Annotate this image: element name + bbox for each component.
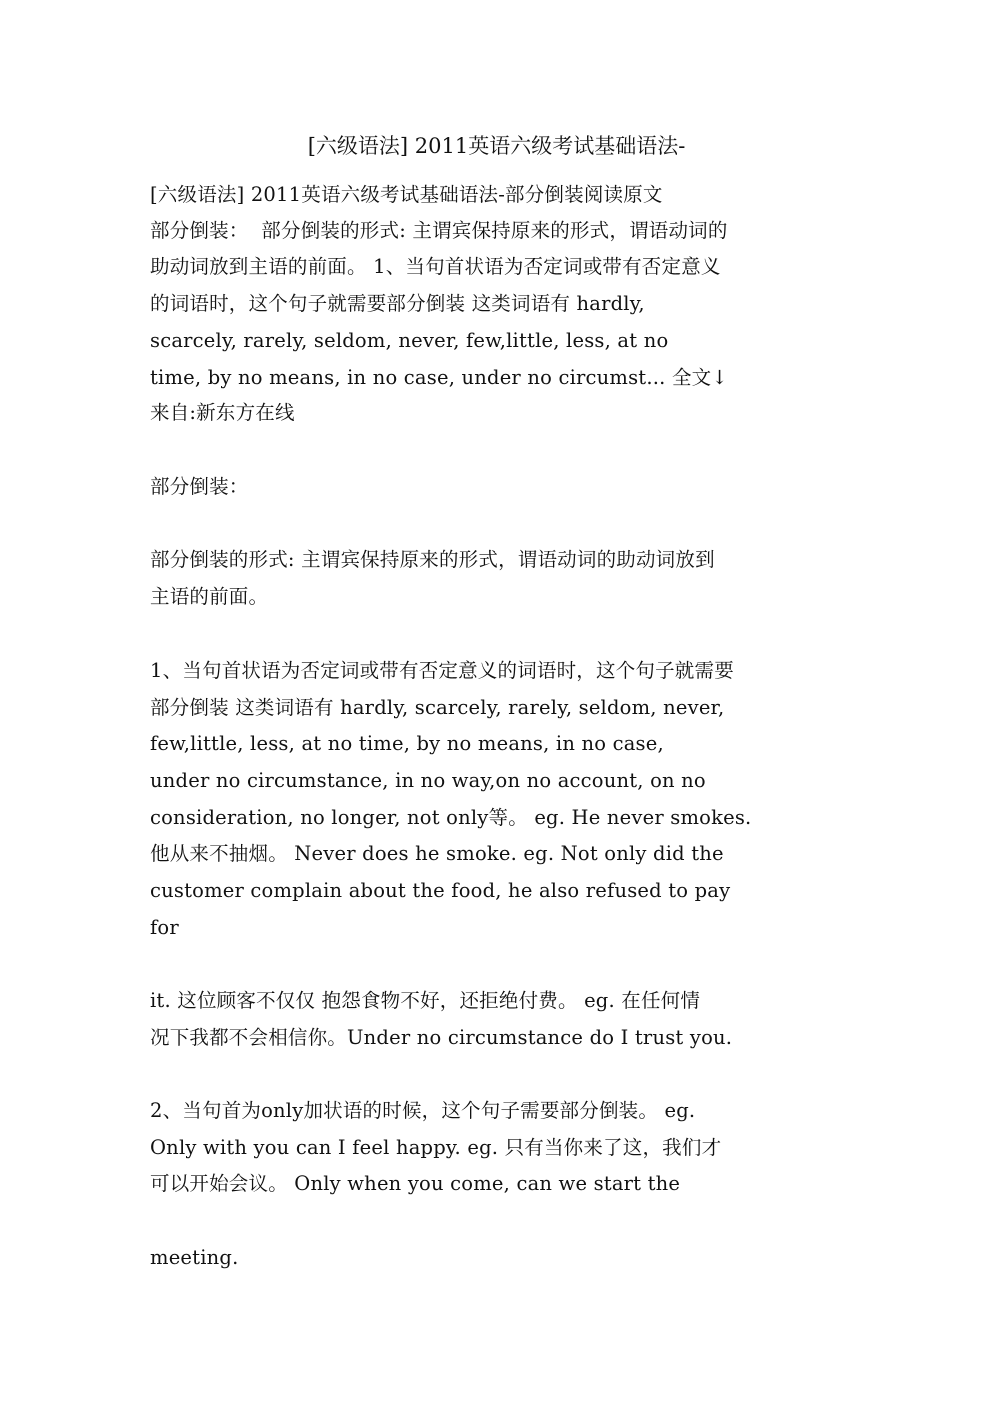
body-line: for — [150, 916, 179, 939]
body-line: 部分倒装的形式: 主谓宾保持原来的形式，谓语动词的助动词放到 — [150, 548, 715, 571]
body-line: customer complain about the food, he also refused to pay — [150, 879, 731, 902]
source-line: 来自:新东方在线 — [150, 401, 295, 424]
summary-line-6: time, by no means, in no case, under no circumst... 全文↓ — [150, 366, 728, 389]
body-line: 可以开始会议。 Only when you come, can we start the — [150, 1172, 681, 1195]
body-line: 1、当句首状语为否定词或带有否定意义的词语时，这个句子就需要 — [150, 659, 734, 682]
body-line: Only with you can I feel happy. eg. 只有当你来了这，我们才 — [150, 1136, 722, 1159]
body-line: consideration, no longer, not only等。 eg. He never smokes. — [150, 806, 752, 829]
body-line: 他从来不抽烟。 Never does he smoke. eg. Not only did the — [150, 842, 724, 865]
document-title: [六级语法] 2011英语六级考试基础语法- — [307, 134, 686, 158]
body-line: it. 这位顾客不仅仅 抱怨食物不好，还拒绝付费。 eg. 在任何情 — [150, 989, 701, 1012]
summary-line-1: [六级语法] 2011英语六级考试基础语法-部分倒装阅读原文 — [150, 183, 663, 206]
body-line: under no circumstance, in no way,on no account, on no — [150, 769, 706, 792]
body-line: 主语的前面。 — [150, 585, 269, 608]
summary-line-5: scarcely, rarely, seldom, never, few,little, less, at no — [150, 329, 669, 352]
body-line: 部分倒装 这类词语有 hardly, scarcely, rarely, seldom, never, — [150, 696, 725, 719]
summary-line-3: 助动词放到主语的前面。 1、当句首状语为否定词或带有否定意义 — [150, 255, 721, 278]
body-line: meeting. — [150, 1246, 239, 1269]
body-line: 况下我都不会相信你。Under no circumstance do I trust you. — [150, 1026, 733, 1049]
summary-line-4: 的词语时，这个句子就需要部分倒装 这类词语有 hardly, — [150, 292, 645, 315]
summary-line-2: 部分倒装： 部分倒装的形式: 主谓宾保持原来的形式，谓语动词的 — [150, 219, 728, 242]
section-heading: 部分倒装： — [150, 475, 249, 498]
body-line: 2、当句首为only加状语的时候，这个句子需要部分倒装。 eg. — [150, 1099, 696, 1122]
body-line: few,little, less, at no time, by no means, in no case, — [150, 732, 664, 755]
